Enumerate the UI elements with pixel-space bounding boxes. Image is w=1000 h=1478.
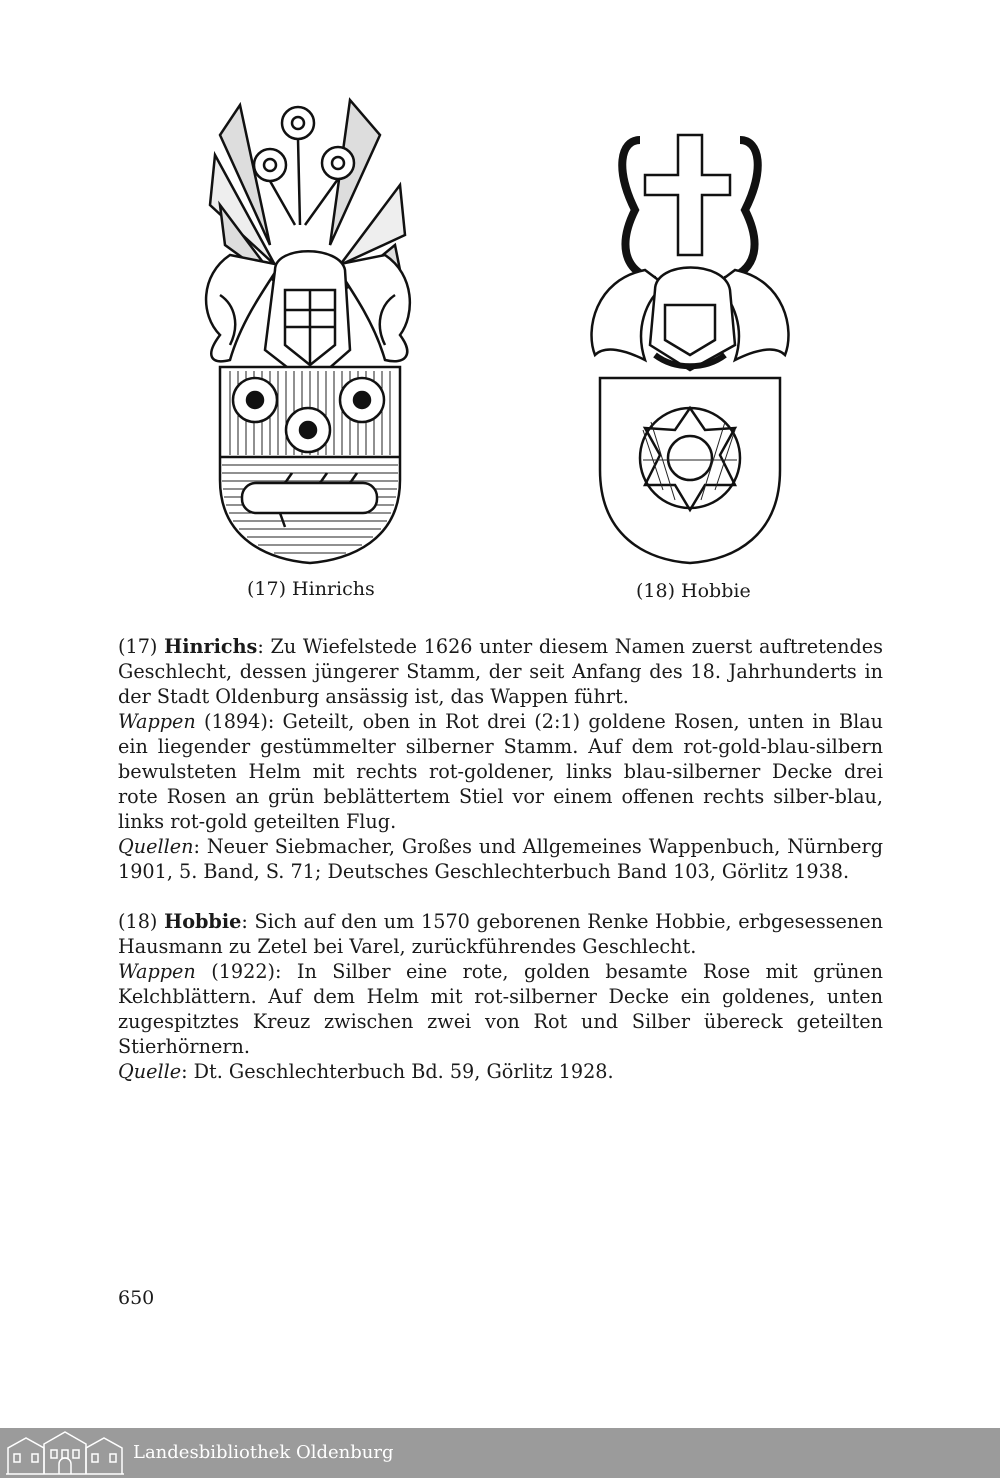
wappen-label: Wappen [118,710,196,733]
entry-hinrichs-intro [118,634,883,709]
entry-hinrichs-sources [118,834,883,884]
source-text: : Dt. Geschlechterbuch Bd. 59, Görlitz 1928. [181,1060,614,1083]
entries-text [118,634,883,1084]
library-building-icon [6,1430,124,1476]
library-name: Landesbibliothek Oldenburg [133,1442,394,1463]
figure-caption-hobbie: (18) Hobbie [636,580,751,602]
entry-hinrichs-wappen [118,709,883,834]
entry-hobbie-wappen [118,959,883,1059]
entry-hobbie-intro [118,909,883,959]
figure-caption-hinrichs: (17) Hinrichs [247,578,375,600]
source-label: Quelle [118,1060,182,1083]
entry-intro-text: : Sich auf den um 1570 geborenen Renke Hobbie, erbgesessenen Hausmann zu Zetel bei Varel, zurückführendes Geschlecht. [118,910,883,958]
source-text: : Neuer Siebmacher, Großes und Allgemeines Wappenbuch, Nürnberg 1901, 5. Band, S. 71; Deutsches Geschlechterbuch Band 103, Görlitz 1938. [118,835,883,883]
wappen-text: (1894): Geteilt, oben in Rot drei (2:1) goldene Rosen, unten in Blau ein liegender gestümmelter silberner Stamm. Auf dem rot-gold-blau-silbern bewulsteten Helm mit rechts rot-goldener, links blau-silberner Decke drei rote Rosen an grün beblättertem Stiel vor einem offenen rechts silber-blau, links rot-gold geteilten Flug. [118,710,883,833]
source-label: Quellen [118,835,194,858]
hobbie-coat-of-arms [585,130,795,570]
entry-number: (18) [118,910,158,933]
entry-name: Hobbie [164,910,242,933]
entry-intro-text: : Zu Wiefelstede 1626 unter diesem Namen zuerst auftretendes Geschlecht, dessen jüngerer Stamm, der seit Anfang des 18. Jahrhunderts in der Stadt Oldenburg ansässig ist, das Wappen führt. [118,635,883,708]
entry-name: Hinrichs [164,635,258,658]
wappen-label: Wappen [118,960,196,983]
wappen-text: (1922): In Silber eine rote, golden besamte Rose mit grünen Kelchblättern. Auf dem Helm mit rot-silberner Decke ein goldenes, unten zugespitztes Kreuz zwischen zwei von Rot und Silber übereck geteilten Stierhörnern. [118,960,883,1058]
page-number: 650 [118,1287,155,1309]
entry-number: (17) [118,635,158,658]
library-footer-bar [0,1428,1000,1478]
hinrichs-coat-of-arms [200,95,420,570]
entry-hobbie-sources [118,1059,883,1084]
